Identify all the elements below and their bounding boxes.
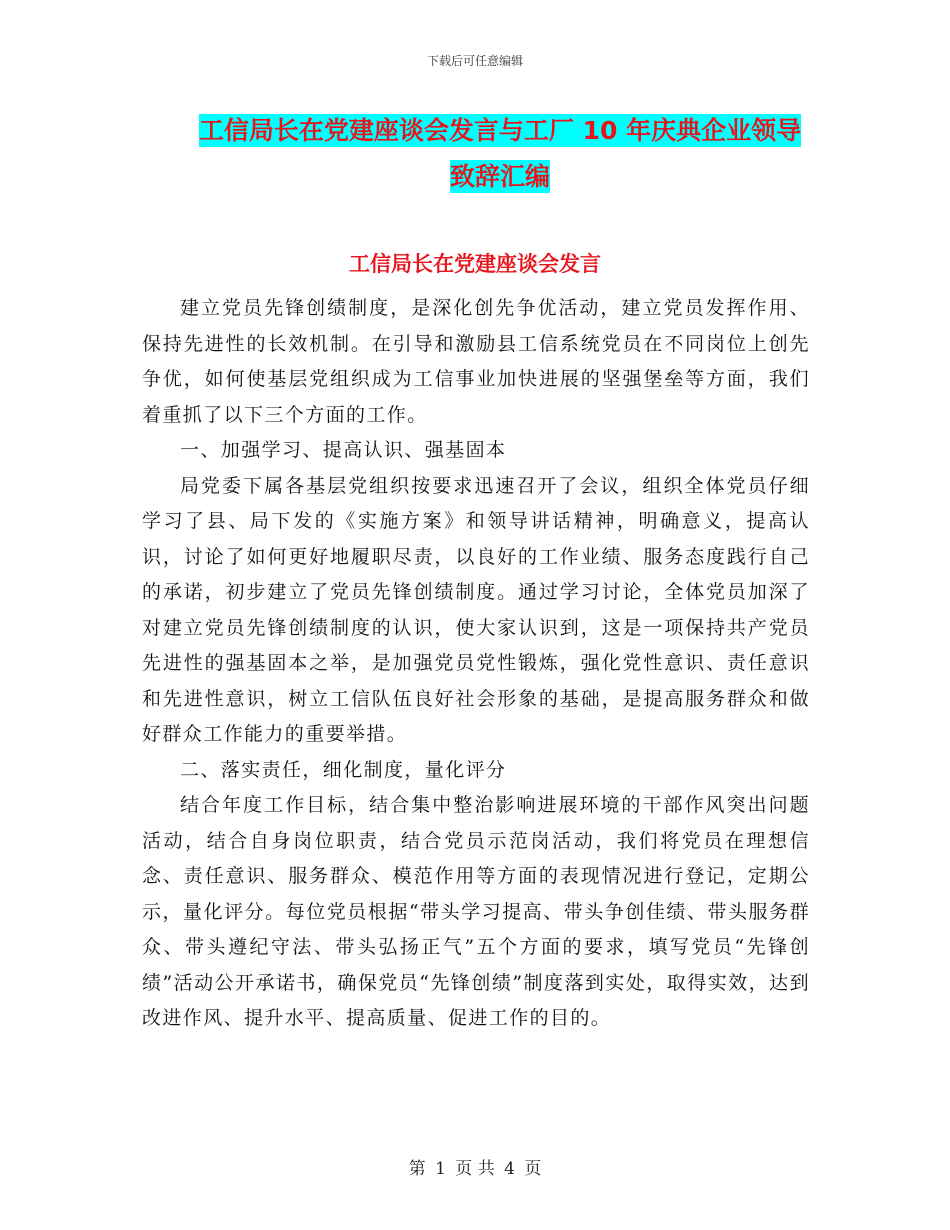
footer-suffix: 页 <box>524 1159 542 1179</box>
paragraph-heading: 一、加强学习、提高认识、强基固本 <box>180 439 507 461</box>
document-title-line-2: 致辞汇编 <box>449 162 550 191</box>
paragraph: 建立党员先锋创绩制度，是深化创先争优活动，建立党员发挥作用、保持先进性的长效机制。在引导和激励县工信系统党员在不同岗位上创先争优，如何使基层党组织成为工信事业加快进展的坚强堡垒等方面，我们着重抓了以下三个方面的工作。 <box>142 297 810 426</box>
total-page-count: 4 <box>504 1159 515 1179</box>
page-footer <box>0 1154 950 1179</box>
document-title <box>140 108 860 200</box>
page-header-note: 下载后可任意编辑 <box>426 54 523 68</box>
document-body <box>142 291 810 1037</box>
paragraph-heading: 二、落实责任，细化制度，量化评分 <box>180 758 507 781</box>
paragraph: 结合年度工作目标，结合集中整治影响进展环境的干部作风突出问题活动，结合自身岗位职责，结合党员示范岗活动，我们将党员在理想信念、责任意识、服务群众、模范作用等方面的表现情况进行登记，定期公示，量化评分。每位党员根据“带头学习提高、带头争创佳绩、带头服务群众、带头遵纪守法、带头弘扬正气”五个方面的要求，填写党员“先锋创绩”活动公开承诺书，确保党员“先锋创绩”制度落到实处，取得实效，达到改进作风、提升水平、提高质量、促进工作的目的。 <box>142 794 810 1029</box>
footer-middle: 页 共 <box>455 1159 495 1179</box>
footer-prefix: 第 <box>408 1159 426 1179</box>
current-page-number: 1 <box>435 1159 446 1179</box>
paragraph: 局党委下属各基层党组织按要求迅速召开了会议，组织全体党员仔细学习了县、局下发的《实施方案》和领导讲话精神，明确意义，提高认识，讨论了如何更好地履职尽责，以良好的工作业绩、服务态度践行自己的承诺，初步建立了党员先锋创绩制度。通过学习讨论，全体党员加深了对建立党员先锋创绩制度的认识，使大家认识到，这是一项保持共产党员先进性的强基固本之举，是加强党员党性锻炼，强化党性意识、责任意识和先进性意识，树立工信队伍良好社会形象的基础，是提高服务群众和做好群众工作能力的重要举措。 <box>142 474 810 745</box>
section-title: 工信局长在党建座谈会发言 <box>349 252 601 276</box>
document-title-line-1: 工信局长在党建座谈会发言与工厂 10 年庆典企业领导 <box>198 116 802 145</box>
